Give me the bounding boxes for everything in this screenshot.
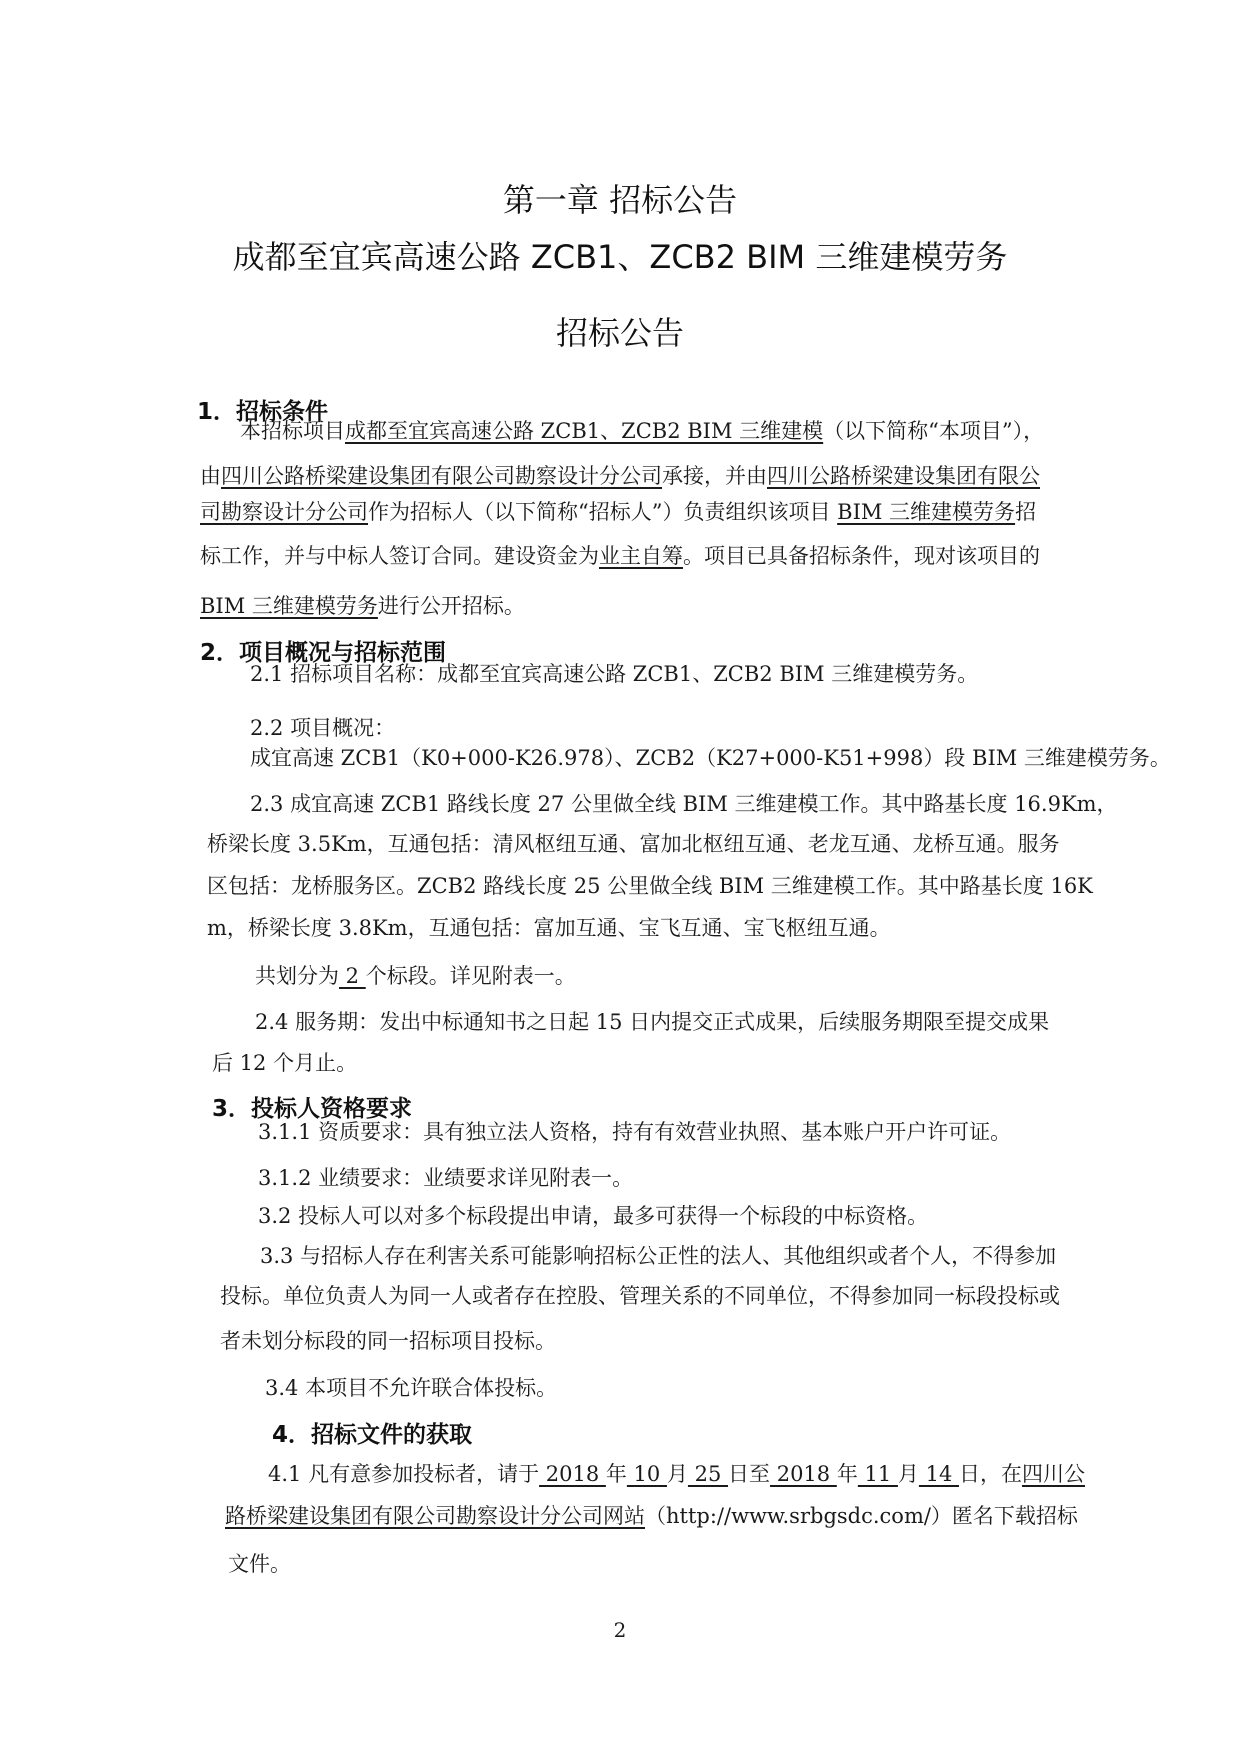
s4-website-owner: 四川公 (1021, 1462, 1085, 1486)
s4-text: 日，在 (958, 1462, 1022, 1486)
s3-line-7: 3.4 本项目不允许联合体投标。 (265, 1376, 558, 1400)
s2-line-5: 桥梁长度 3.5Km，互通包括：清风枢纽互通、富加北枢纽互通、老龙互通、龙桥互通。服务 (207, 832, 1060, 856)
s1-text: 进行公开招标。 (377, 594, 525, 618)
s4-line-1 (268, 1458, 1085, 1488)
s2-line-1: 2.1 招标项目名称：成都至宜宾高速公路 ZCB1、ZCB2 BIM 三维建模劳务。 (250, 662, 979, 686)
s2-line-3: 成宜高速 ZCB1（K0+000-K26.978）、ZCB2（K27+000-K51+998）段 BIM 三维建模劳务。 (250, 746, 1171, 770)
s1-text: （以下简称“本项目”）， (823, 419, 1045, 443)
s1-service: BIM 三维建模劳务 (837, 500, 1016, 524)
s1-text: 本招标项目 (240, 419, 345, 443)
section-3-heading: 3．投标人资格要求 (212, 1096, 413, 1122)
s2-line-2: 2.2 项目概况： (250, 716, 396, 740)
s4-end-month: 11 (857, 1462, 898, 1486)
s4-start-day: 25 (687, 1462, 729, 1486)
notice-title: 招标公告 (555, 314, 684, 352)
s1-text: 标工作，并与中标人签订合同。建设资金为 (200, 544, 599, 568)
s1-service: BIM 三维建模劳务 (200, 594, 378, 618)
s1-text: 作为招标人（以下简称“招标人”）负责组织该项目 (368, 500, 838, 524)
page-number: 2 (613, 1618, 627, 1642)
s2-text: 共划分为 (255, 964, 339, 988)
s4-text: 4.1 凡有意参加投标者，请于 (268, 1462, 540, 1486)
s3-line-1: 3.1.1 资质要求：具有独立法人资格，持有有效营业执照、基本账户开户许可证。 (258, 1120, 1012, 1144)
s1-line-2 (200, 460, 1040, 490)
s3-line-6: 者未划分标段的同一招标项目投标。 (220, 1329, 556, 1353)
s4-start-month: 10 (626, 1462, 667, 1486)
s1-text: 招 (1015, 500, 1037, 524)
s4-line-3: 文件。 (228, 1552, 291, 1576)
s3-line-3: 3.2 投标人可以对多个标段提出申请，最多可获得一个标段的中标资格。 (258, 1204, 929, 1228)
section-1-heading: 1．招标条件 (197, 399, 329, 425)
s1-line-5 (200, 590, 525, 620)
s2-line-10: 后 12 个月止。 (212, 1051, 358, 1075)
section-4-heading: 4．招标文件的获取 (272, 1422, 473, 1448)
s4-start-year: 2018 (539, 1462, 606, 1486)
project-title: 成都至宜宾高速公路 ZCB1、ZCB2 BIM 三维建模劳务 (232, 238, 1008, 276)
s3-line-2: 3.1.2 业绩要求：业绩要求详见附表一。 (258, 1166, 634, 1190)
section-2-heading: 2．项目概况与招标范围 (200, 640, 447, 666)
s2-line-9: 2.4 服务期：发出中标通知书之日起 15 日内提交正式成果，后续服务期限至提交成果 (255, 1010, 1050, 1034)
s3-line-4: 3.3 与招标人存在利害关系可能影响招标公正性的法人、其他组织或者个人，不得参加 (260, 1244, 1057, 1268)
s4-website-url: （http://www.srbgsdc.com/）匿名下载招标 (645, 1504, 1078, 1528)
s4-end-year: 2018 (770, 1462, 837, 1486)
s1-contractor: 四川公路桥梁建设集团有限公司勘察设计分公司 (221, 464, 662, 488)
s4-website-owner-cont: 路桥梁建设集团有限公司勘察设计分公司网站 (225, 1504, 645, 1528)
s3-line-5: 投标。单位负责人为同一人或者存在控股、管理关系的不同单位，不得参加同一标段投标或 (220, 1284, 1060, 1308)
s1-project-name: 成都至宜宾高速公路 ZCB1、ZCB2 BIM 三维建模 (345, 419, 824, 443)
s2-line-4: 2.3 成宜高速 ZCB1 路线长度 27 公里做全线 BIM 三维建模工作。其中路基长度 16.9Km， (250, 792, 1118, 816)
s1-text: 由 (200, 464, 221, 488)
s4-text: 年 (605, 1462, 627, 1486)
s1-line-3 (200, 496, 1036, 526)
s4-text: 月 (666, 1462, 688, 1486)
s4-end-day: 14 (918, 1462, 959, 1486)
s1-text: 。项目已具备招标条件，现对该项目的 (683, 544, 1040, 568)
s4-text: 月 (897, 1462, 919, 1486)
s1-line-1 (240, 415, 1044, 445)
s1-line-4 (200, 540, 1040, 570)
s1-tenderer-cont: 司勘察设计分公司 (200, 500, 368, 524)
s2-line-8 (255, 960, 576, 990)
chapter-title: 第一章 招标公告 (502, 181, 738, 219)
s2-text: 个标段。详见附表一。 (365, 964, 576, 988)
s4-text: 日至 (728, 1462, 771, 1486)
s2-line-7: m，桥梁长度 3.8Km，互通包括：富加互通、宝飞互通、宝飞枢纽互通。 (207, 916, 891, 940)
s1-text: 承接，并由 (662, 464, 767, 488)
s4-text: 年 (836, 1462, 858, 1486)
s4-line-2 (225, 1500, 1078, 1530)
s1-funding: 业主自筹 (599, 544, 683, 568)
s2-section-count: 2 (339, 964, 366, 988)
s2-line-6: 区包括：龙桥服务区。ZCB2 路线长度 25 公里做全线 BIM 三维建模工作。其中路基长度 16K (207, 874, 1093, 898)
s1-tenderer: 四川公路桥梁建设集团有限公 (767, 464, 1040, 488)
